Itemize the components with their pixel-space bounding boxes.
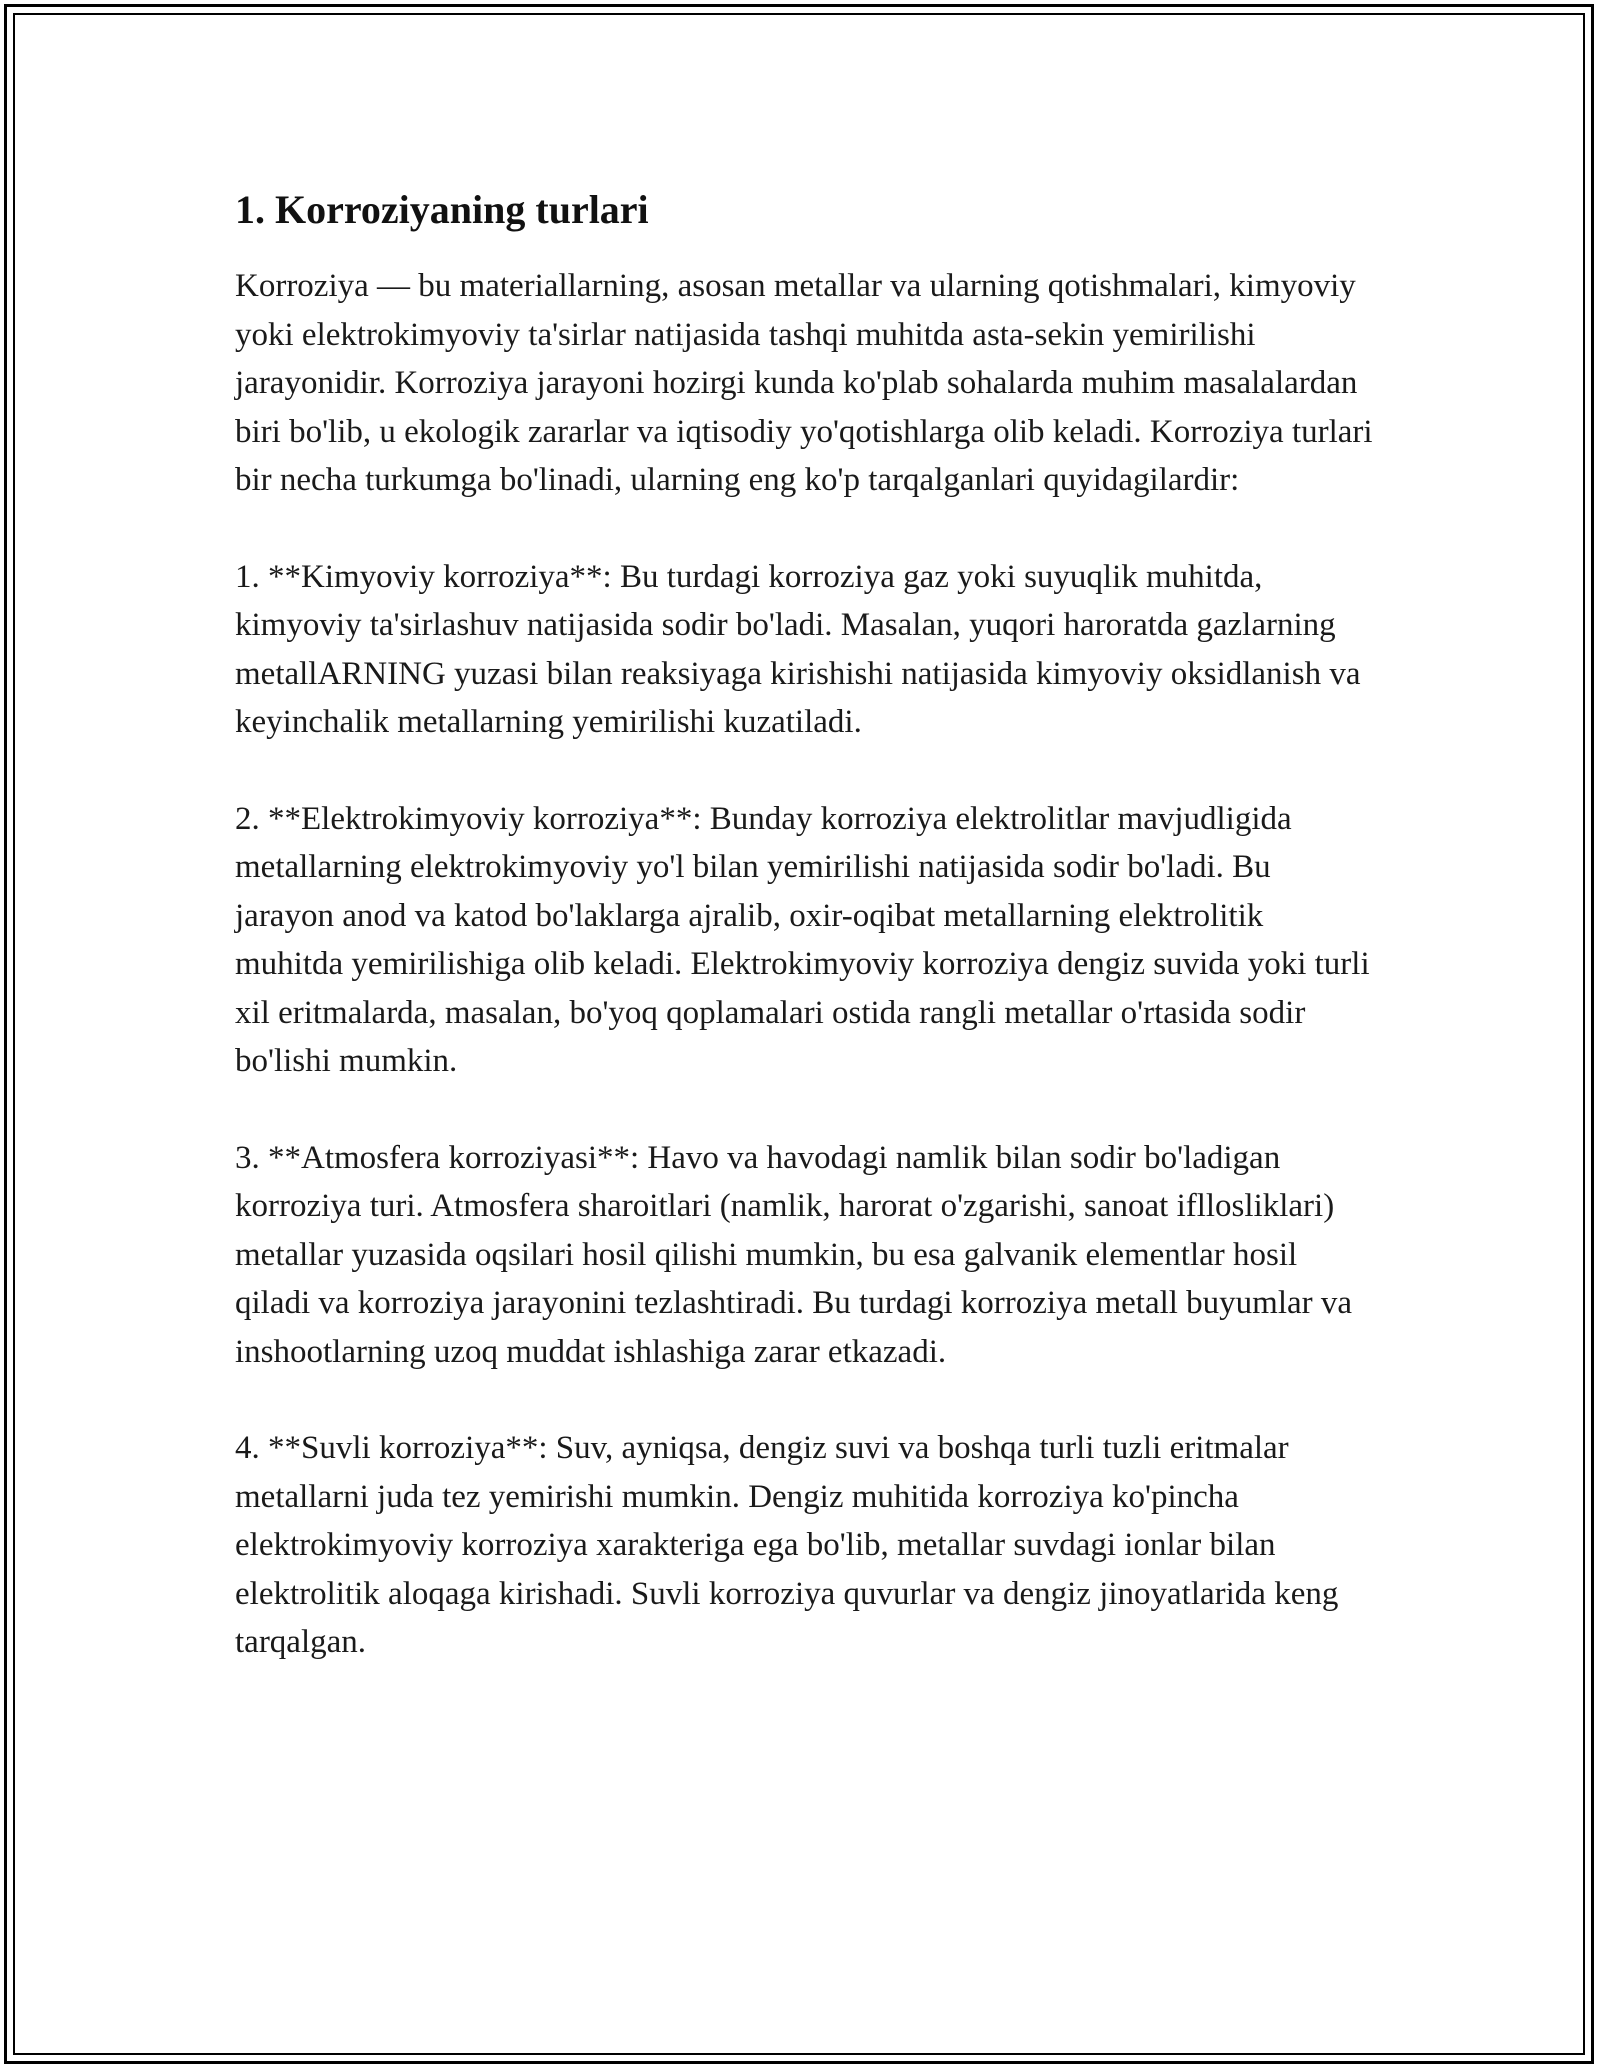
document-body (235, 186, 1375, 1715)
atmospheric-corrosion-paragraph: 3. **Atmosfera korroziyasi**: Havo va havodagi namlik bilan sodir bo'ladigan korroziya turi. Atmosfera sharoitlari (namlik, harorat o'zgarishi, sanoat ifllosliklari) metallar yuzasida oqsilari hosil qilishi mumkin, bu esa galvanik elementlar hosil qiladi va korroziya jarayonini tezlashtiradi. Bu turdagi korroziya metall buyumlar va inshootlarning uzoq muddat ishlashiga zarar etkazadi. (235, 1139, 1353, 1370)
chemical-corrosion-paragraph: 1. **Kimyoviy korroziya**: Bu turdagi korroziya gaz yoki suyuqlik muhitda, kimyoviy ta'sirlashuv natijasida sodir bo'ladi. Masalan, yuqori haroratda gazlarning metallARNING yuzasi bilan reaksiyaga kirishishi natijasida kimyoviy oksidlanish va keyinchalik metallarning yemirilishi kuzatiladi. (235, 558, 1361, 740)
section-heading: 1. Korroziyaning turlari (235, 187, 649, 232)
water-corrosion-paragraph: 4. **Suvli korroziya**: Suv, ayniqsa, dengiz suvi va boshqa turli tuzli eritmalar metallarni juda tez yemirishi mumkin. Dengiz muhitida korroziya ko'pincha elektrokimyoviy korroziya xarakteriga ega bo'lib, metallar suvdagi ionlar bilan elektrolitik aloqaga kirishadi. Suvli korroziya quvurlar va dengiz jinoyatlarida keng tarqalgan. (235, 1430, 1339, 1660)
electrochemical-corrosion-paragraph: 2. **Elektrokimyoviy korroziya**: Bunday korroziya elektrolitlar mavjudligida metallarning elektrokimyoviy yo'l bilan yemirilishi natijasida sodir bo'ladi. Bu jarayon anod va katod bo'laklarga ajralib, oxir-oqibat metallarning elektrolitik muhitda yemirilishiga olib keladi. Elektrokimyoviy korroziya dengiz suvida yoki turli xil eritmalarda, masalan, bo'yoq qoplamalari ostida rangli metallar o'rtasida sodir bo'lishi mumkin. (235, 800, 1370, 1079)
intro-paragraph: Korroziya — bu materiallarning, asosan metallar va ularning qotishmalari, kimyoviy yoki elektrokimyoviy ta'sirlar natijasida tashqi muhitda asta-sekin yemirilishi jarayonidir. Korroziya jarayoni hozirgi kunda ko'plab sohalarda muhim masalalardan biri bo'lib, u ekologik zararlar va iqtisodiy yo'qotishlarga olib keladi. Korroziya turlari bir necha turkumga bo'linadi, ularning eng ko'p tarqalganlari quyidagilardir: (235, 268, 1373, 498)
